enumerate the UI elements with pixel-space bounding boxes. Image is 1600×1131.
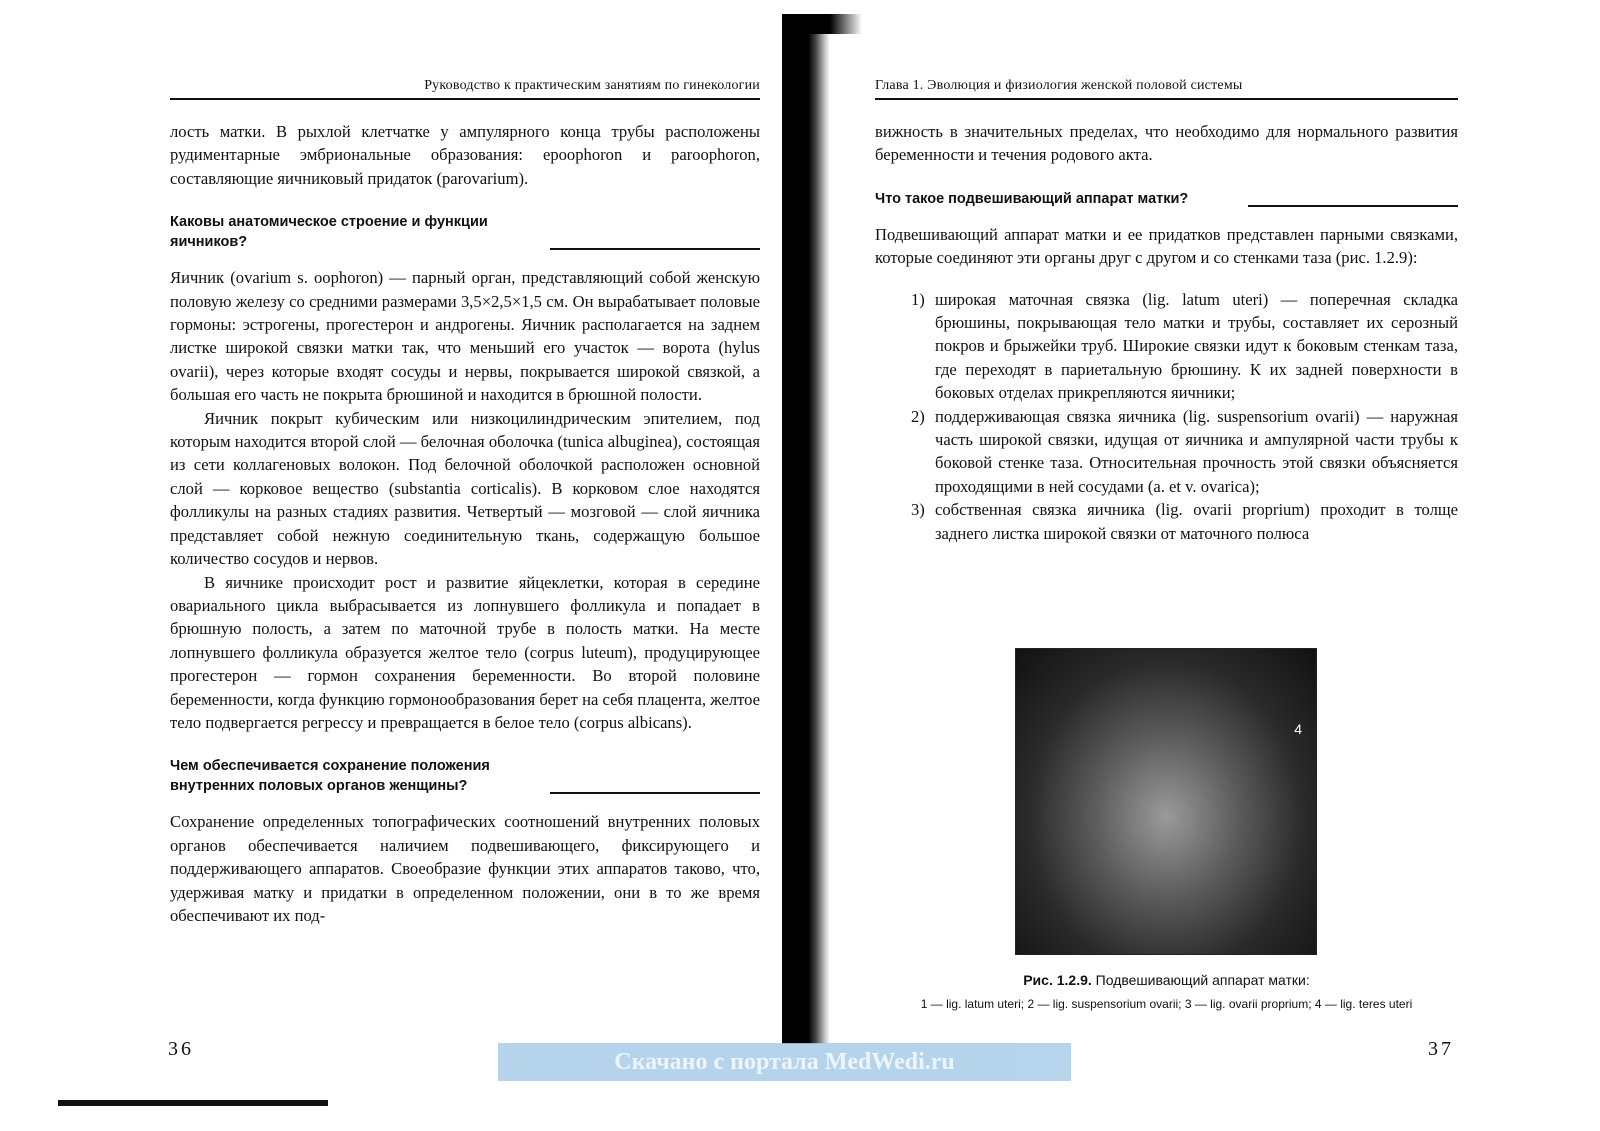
right-text-column — [875, 120, 1458, 545]
scan-edge-bar — [58, 1100, 328, 1106]
heading-rule — [550, 792, 760, 794]
figure-caption — [875, 972, 1458, 988]
suspensory-question-text: Что такое подвешивающий аппарат матки? — [875, 190, 1189, 207]
ovary-question-heading — [170, 212, 760, 252]
list-item — [911, 405, 1458, 499]
suspensory-question-heading — [875, 189, 1458, 209]
list-item — [911, 288, 1458, 405]
right-intro-paragraph: вижность в значительных пределах, что необходимо для нормального развития беременности и течения родового акта. — [875, 122, 1458, 165]
ovary-paragraph-1: Яичник (ovarium s. oophoron) — парный орган, представляющий собой женскую половую железу со средними размерами 3,5×2,5×1,5 см. Он вырабатывает половые гормоны: эстрогены, прогестерон и андрогены. Яичник располагается на заднем листке широкой связки матки так, что меньший его участок — ворота (hylus ovarii), через которые входят сосуды и нервы, покрывается широкой связкой, а большая его часть не покрыта брюшиной и находится в брюшной полости. — [170, 268, 760, 405]
download-watermark: Скачано с портала MedWedi.ru — [498, 1043, 1071, 1081]
heading-rule — [550, 248, 760, 250]
ovary-paragraph-3: В яичнике происходит рост и развитие яйцеклетки, которая в середине овариального цикла выбрасывается из лопнувшего фолликула и попадает в брюшную полость, а затем по маточной трубе в полость матки. На месте лопнувшего фолликула образуется желтое тело (corpus luteum), продуцирующее прогестерон — гормон сохранения беременности. Во второй половине беременности, когда функцию гормонообразования берет на себя плацента, желтое тело подвергается регрессу и превращается в белое тело (corpus albicans). — [170, 572, 760, 732]
left-page-number: 36 — [168, 1038, 194, 1060]
right-running-head: Глава 1. Эволюция и физиология женской половой системы — [875, 78, 1458, 100]
figure-legend: 1 — lig. latum uteri; 2 — lig. suspensorium ovarii; 3 — lig. ovarii proprium; 4 — lig. teres uteri — [920, 997, 1413, 1011]
list-item-text: широкая маточная связка (lig. latum uteri) — поперечная складка брюшины, покрывающая тело матки и трубы, составляет их серозный покров и брыжейки труб. Широкие связки идут к боковым стенкам таза, где переходят в париетальную брюшину. К их задней поверхности в боковых отделах прикрепляются яичники; — [935, 289, 1458, 403]
left-text-column — [170, 120, 760, 927]
list-item-text: поддерживающая связка яичника (lig. suspensorium ovarii) — наружная часть широкой связки, идущая от яичника и ампулярной части трубы к боковой стенке таза. Относительная прочность этой связки объясняется проходящими в ней сосудами (a. et v. ovarica); — [935, 406, 1458, 496]
list-item — [911, 498, 1458, 545]
list-item-number: 3) — [911, 500, 925, 520]
figure-suspensory-apparatus-photo — [1015, 648, 1317, 955]
ovary-question-text: Каковы анатомическое строение и функции яичников? — [170, 214, 488, 251]
figure-number: Рис. 1.2.9. — [1023, 972, 1092, 988]
position-question-text: Чем обеспечивается сохранение положения внутренних половых органов женщины? — [170, 758, 490, 795]
left-intro-paragraph: лость матки. В рыхлой клетчатке у ампулярного конца трубы расположены рудиментарные эмбриональные образования: epoophoron и paroophoron, составляющие яичниковый придаток (parovarium). — [170, 122, 760, 188]
list-item-number: 2) — [911, 406, 925, 426]
ligament-list — [875, 288, 1458, 545]
suspensory-paragraph: Подвешивающий аппарат матки и ее придатков представлен парными связками, которые соединяют эти органы друг с другом и со стенками таза (рис. 1.2.9): — [875, 224, 1458, 268]
left-running-head: Руководство к практическим занятиям по гинекологии — [170, 78, 760, 100]
right-page-number: 37 — [1428, 1038, 1454, 1060]
figure-callout-label: 4 — [1294, 721, 1302, 737]
position-question-heading — [170, 756, 760, 796]
list-item-number: 1) — [911, 289, 925, 309]
list-item-text: собственная связка яичника (lig. ovarii proprium) проходит в толще заднего листка широкой связки от маточного полюса — [935, 500, 1458, 543]
right-page — [800, 0, 1600, 1131]
heading-rule — [1248, 205, 1458, 207]
figure-title: Подвешивающий аппарат матки: — [1095, 972, 1310, 988]
position-paragraph: Сохранение определенных топографических соотношений внутренних половых органов обеспечивается наличием подвешивающего, фиксирующего и поддерживающего аппаратов. Своеобразие функции этих аппаратов таково, что, удерживая матку и придатки в определенном положении, они в то же время обеспечивают их под- — [170, 812, 760, 925]
ovary-paragraph-2: Яичник покрыт кубическим или низкоцилиндрическим эпителием, под которым находится второй слой — белочная оболочка (tunica albuginea), состоящая из сети коллагеновых волокон. Под белочной оболочкой расположен основной слой — корковое вещество (substantia corticalis). В корковом слое находятся фолликулы на разных стадиях развития. Четвертый — мозговой — слой яичника представляет собой нежную соединительную ткань, содержащую большое количество сосудов и нервов. — [170, 408, 760, 569]
